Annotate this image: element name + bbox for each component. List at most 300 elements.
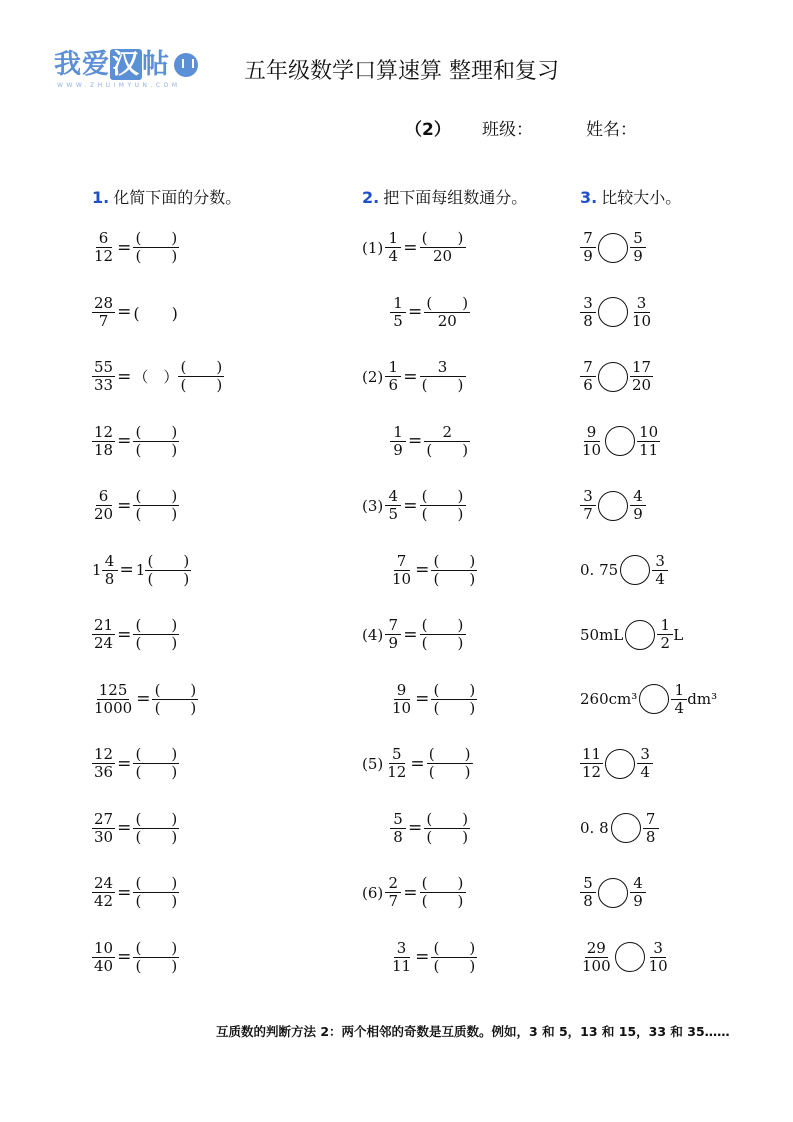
answer-numerator[interactable]: ( ) (431, 940, 477, 958)
right-fraction (630, 359, 653, 394)
answer-fraction[interactable] (133, 875, 179, 910)
common-denominator-item (362, 617, 466, 652)
equals-sign: = (117, 818, 132, 838)
answer-fraction[interactable] (133, 940, 179, 975)
compare-item (580, 424, 660, 459)
left-fraction (580, 940, 613, 975)
equals-sign: = (403, 366, 418, 387)
answer-numerator[interactable]: ( ) (133, 488, 179, 506)
right-fraction (630, 295, 653, 330)
simplify-item (92, 553, 191, 588)
answer-denominator[interactable]: ( ) (135, 247, 178, 265)
numerator: 4 (630, 875, 646, 893)
answer-numerator[interactable]: ( ) (178, 359, 224, 377)
fraction (92, 488, 115, 523)
section-2-heading (362, 185, 527, 208)
fraction (92, 424, 115, 459)
denominator: 9 (633, 505, 643, 523)
numerator: 5 (389, 746, 405, 764)
equals-sign: = (408, 431, 423, 451)
worksheet-number: （2） (405, 120, 451, 140)
denominator: 5 (393, 311, 403, 330)
answer-fraction[interactable] (152, 682, 198, 717)
numerator: 10 (639, 422, 659, 441)
fraction (92, 746, 115, 781)
compare-item (580, 746, 653, 781)
fraction (390, 295, 406, 330)
class-label: 班级： (482, 120, 533, 140)
compare-item (580, 617, 683, 652)
group-label: (1) (362, 238, 384, 257)
denominator: 30 (94, 827, 114, 846)
numerator: 11 (582, 745, 602, 763)
answer-numerator[interactable]: ( ) (420, 230, 466, 248)
left-fraction (580, 424, 603, 459)
fraction (390, 940, 413, 975)
answer-numerator[interactable]: ( ) (420, 617, 466, 635)
fraction (92, 940, 115, 975)
numerator: 6 (96, 230, 112, 248)
common-denominator-item (390, 295, 470, 330)
common-denominator-item (362, 359, 466, 394)
common-denominator-item (362, 230, 466, 265)
answer-fraction[interactable] (133, 488, 179, 523)
numerator: 10 (94, 938, 114, 957)
compare-circle[interactable] (598, 362, 628, 392)
compare-circle[interactable] (598, 491, 628, 521)
denominator: 10 (632, 311, 652, 330)
answer-fraction[interactable] (145, 553, 191, 588)
numerator: 3 (634, 295, 650, 313)
denominator: 10 (392, 569, 412, 588)
left-fraction (580, 230, 596, 265)
answer-denominator[interactable]: ( ) (154, 698, 197, 717)
answer-denominator[interactable]: ( ) (426, 827, 469, 846)
answer-numerator[interactable]: ( ) (431, 553, 477, 571)
unit: dm³ (687, 690, 718, 708)
equals-sign: = (117, 237, 132, 258)
fraction (385, 746, 408, 781)
numerator: 7 (394, 553, 410, 571)
compare-circle[interactable] (598, 297, 628, 327)
numerator: 21 (94, 616, 114, 634)
denominator: 9 (583, 247, 593, 265)
compare-item (580, 230, 646, 265)
fraction (92, 295, 115, 330)
section-title: 把下面每组数通分。 (383, 188, 528, 207)
numerator: 3 (580, 295, 596, 313)
unit: L (673, 625, 684, 644)
compare-item (580, 359, 653, 394)
equals-sign: = (415, 560, 430, 580)
equals-sign: = (117, 624, 132, 645)
denominator: 7 (583, 505, 593, 523)
equals-sign: = (117, 302, 132, 322)
compare-circle[interactable] (611, 813, 641, 843)
answer-numerator[interactable]: ( ) (145, 553, 191, 571)
right-fraction (630, 488, 646, 523)
numerator: 1 (390, 424, 406, 442)
answer-numerator[interactable]: ( ) (133, 617, 179, 635)
group-label: (3) (362, 496, 384, 515)
denominator: 8 (583, 892, 593, 910)
denominator: 8 (583, 311, 593, 330)
compare-circle[interactable] (620, 555, 650, 585)
numerator: 5 (580, 875, 596, 893)
left-value: 0. 75 (580, 561, 619, 579)
simplify-item (92, 359, 224, 394)
equals-sign: = (117, 753, 132, 774)
right-fraction (630, 875, 646, 910)
fraction (385, 230, 401, 265)
simplify-item (92, 682, 198, 717)
denominator: 20 (94, 505, 114, 523)
answer-numerator[interactable]: ( ) (420, 875, 466, 893)
whole-number: 1 (92, 561, 102, 579)
denominator: 12 (582, 763, 602, 781)
simplify-item (92, 424, 179, 459)
section-number: 2. (362, 188, 380, 207)
answer-fraction[interactable] (133, 746, 179, 781)
answer-denominator: 20 (437, 311, 457, 330)
answer-blank[interactable]: （ ） (133, 368, 179, 386)
numerator: 1 (385, 230, 401, 248)
denominator: 18 (94, 440, 114, 459)
numerator: 3 (650, 940, 666, 958)
numerator: 9 (394, 682, 410, 700)
equals-sign: = (415, 689, 430, 709)
answer-numerator: 2 (424, 424, 470, 442)
fraction (92, 359, 115, 394)
simplify-item (92, 488, 179, 523)
answer-numerator[interactable]: ( ) (152, 682, 198, 700)
answer-numerator[interactable]: ( ) (133, 746, 179, 764)
answer-numerator[interactable]: ( ) (133, 230, 179, 248)
numerator: 3 (637, 746, 653, 764)
equals-sign: = (403, 882, 418, 903)
right-fraction (637, 746, 653, 781)
fraction (385, 875, 401, 910)
fraction (92, 230, 115, 265)
denominator: 20 (632, 376, 652, 394)
answer-fraction[interactable] (431, 553, 477, 588)
right-fraction (637, 424, 660, 459)
answer-fraction[interactable] (420, 359, 466, 394)
compare-item (580, 682, 717, 717)
common-denominator-item (390, 940, 477, 975)
answer-fraction[interactable] (427, 746, 473, 781)
numerator: 4 (630, 488, 646, 506)
equals-sign: = (410, 753, 425, 774)
answer-denominator[interactable]: ( ) (147, 569, 190, 588)
equals-sign: = (408, 302, 423, 322)
numerator: 6 (96, 488, 112, 506)
compare-circle[interactable] (615, 942, 645, 972)
answer-denominator[interactable]: ( ) (421, 505, 464, 523)
answer-fraction[interactable] (424, 424, 470, 459)
numerator: 9 (584, 424, 600, 442)
denominator: 8 (645, 827, 656, 846)
numerator: 12 (94, 422, 114, 441)
denominator: 8 (393, 827, 403, 846)
answer-fraction[interactable] (133, 230, 179, 265)
compare-item (580, 295, 653, 330)
common-denominator-item (362, 875, 466, 910)
answer-fraction[interactable] (133, 811, 179, 846)
numerator: 27 (94, 809, 114, 828)
answer-denominator[interactable]: ( ) (135, 440, 178, 459)
compare-circle[interactable] (598, 233, 628, 263)
left-fraction (580, 359, 596, 394)
answer-denominator[interactable]: ( ) (421, 892, 464, 910)
right-fraction (671, 682, 687, 717)
simplify-item (92, 875, 179, 910)
left-fraction (580, 295, 596, 330)
denominator: 11 (639, 440, 659, 459)
denominator: 9 (388, 634, 399, 652)
fraction (390, 682, 413, 717)
answer-numerator[interactable]: ( ) (133, 875, 179, 893)
equals-sign: = (117, 366, 132, 387)
whole-number: 1 (135, 561, 146, 579)
common-denominator-item (390, 553, 477, 588)
answer-denominator[interactable]: ( ) (180, 376, 223, 394)
simplify-item (92, 617, 179, 652)
denominator: 4 (388, 247, 399, 265)
tip-note: 互质数的判断方法 2：两个相邻的奇数是互质数。例如，3 和 5，13 和 15，33 和 35…… (216, 1024, 730, 1039)
answer-denominator[interactable]: ( ) (426, 440, 469, 459)
denominator: 6 (388, 376, 399, 394)
numerator: 7 (643, 811, 659, 829)
numerator: 2 (385, 875, 401, 893)
denominator: 9 (633, 247, 643, 265)
answer-numerator[interactable]: ( ) (431, 682, 477, 700)
simplify-item (92, 940, 179, 975)
denominator: 6 (583, 376, 593, 394)
denominator: 7 (388, 892, 399, 910)
left-fraction (580, 488, 596, 523)
denominator: 11 (392, 956, 412, 975)
numerator: 1 (385, 359, 401, 377)
answer-fraction[interactable] (424, 295, 470, 330)
denominator: 100 (582, 956, 611, 975)
compare-item (580, 940, 670, 975)
equals-sign: = (403, 495, 418, 516)
site-logo (54, 42, 198, 89)
fraction (92, 875, 115, 910)
equals-sign: = (117, 495, 132, 516)
answer-fraction[interactable] (420, 230, 466, 265)
left-value: 0. 8 (580, 819, 609, 837)
numerator: 7 (385, 617, 401, 635)
section-title: 化简下面的分数。 (113, 188, 242, 207)
chat-bubble-icon (174, 53, 198, 77)
denominator: 2 (660, 634, 671, 652)
answer-denominator[interactable]: ( ) (428, 763, 471, 781)
answer-denominator: 20 (432, 247, 453, 265)
denominator: 42 (94, 892, 114, 910)
answer-denominator[interactable]: ( ) (135, 634, 178, 652)
section-3-heading (580, 185, 681, 208)
left-fraction (580, 875, 596, 910)
answer-blank[interactable]: ( ) (133, 303, 178, 323)
fraction (92, 682, 134, 717)
numerator: 3 (394, 940, 410, 958)
left-value: 260cm³ (580, 690, 638, 708)
right-fraction (643, 811, 659, 846)
numerator: 4 (385, 488, 401, 506)
group-label: (5) (362, 754, 384, 773)
compare-circle[interactable] (625, 620, 655, 650)
denominator: 4 (640, 763, 650, 781)
left-value: 50mL (580, 625, 624, 644)
fraction (92, 617, 115, 652)
right-fraction (647, 940, 670, 975)
answer-denominator[interactable]: ( ) (135, 763, 178, 781)
fraction (385, 488, 401, 523)
left-fraction (580, 746, 603, 781)
denominator: 36 (94, 763, 114, 781)
compare-item (580, 875, 646, 910)
group-label: (2) (362, 367, 384, 386)
numerator: 5 (630, 230, 646, 248)
fraction (390, 811, 406, 846)
common-denominator-item (390, 682, 477, 717)
answer-denominator[interactable]: ( ) (135, 956, 178, 975)
section-number: 1. (92, 188, 110, 207)
numerator: 28 (94, 293, 114, 312)
compare-circle[interactable] (639, 684, 669, 714)
denominator: 10 (392, 698, 412, 717)
answer-denominator[interactable]: ( ) (421, 634, 464, 652)
answer-fraction[interactable] (420, 617, 466, 652)
equals-sign: = (415, 947, 430, 967)
answer-numerator[interactable]: ( ) (133, 424, 179, 442)
equals-sign: = (136, 689, 151, 709)
fraction (390, 424, 406, 459)
logo-text: 我爱汉帖 (54, 49, 170, 80)
simplify-item (92, 295, 179, 330)
answer-fraction[interactable] (420, 875, 466, 910)
numerator: 17 (632, 358, 652, 376)
denominator: 10 (582, 440, 602, 459)
denominator: 1000 (94, 698, 133, 717)
denominator: 4 (655, 569, 665, 588)
common-denominator-item (362, 746, 473, 781)
section-number: 3. (580, 188, 598, 207)
numerator: 5 (390, 811, 406, 829)
answer-numerator[interactable]: ( ) (424, 811, 470, 829)
numerator: 1 (657, 617, 673, 635)
denominator: 5 (388, 505, 399, 523)
answer-denominator[interactable]: ( ) (433, 698, 476, 717)
right-fraction (652, 553, 668, 588)
answer-fraction[interactable] (431, 682, 477, 717)
answer-numerator[interactable]: ( ) (133, 940, 179, 958)
numerator: 1 (671, 682, 687, 700)
answer-fraction[interactable] (178, 359, 224, 394)
numerator: 4 (102, 553, 118, 571)
numerator: 3 (652, 553, 668, 571)
equals-sign: = (403, 237, 418, 258)
answer-numerator: 3 (420, 359, 466, 377)
equals-sign: = (117, 947, 132, 967)
answer-numerator[interactable]: ( ) (133, 811, 179, 829)
numerator: 3 (580, 488, 596, 506)
section-1-heading (92, 185, 241, 208)
answer-fraction[interactable] (133, 617, 179, 652)
denominator: 40 (94, 956, 114, 975)
denominator: 7 (98, 311, 109, 330)
answer-numerator[interactable]: ( ) (427, 746, 473, 764)
answer-numerator[interactable]: ( ) (420, 488, 466, 506)
compare-item (580, 553, 668, 588)
fraction (92, 811, 115, 846)
compare-item (580, 488, 646, 523)
numerator: 125 (98, 680, 128, 699)
common-denominator-item (362, 488, 466, 523)
numerator: 7 (580, 359, 596, 377)
fraction (102, 553, 118, 588)
answer-denominator[interactable]: ( ) (135, 827, 178, 846)
name-label: 姓名： (586, 120, 637, 140)
logo-url: WWW.ZHUIMYUN.COM (57, 82, 181, 89)
denominator: 4 (674, 698, 685, 717)
page-title: 五年级数学口算速算 整理和复习 (244, 59, 559, 84)
equals-sign: = (117, 882, 132, 903)
simplify-item (92, 811, 179, 846)
equals-sign: = (403, 624, 418, 645)
common-denominator-item (390, 424, 470, 459)
compare-circle[interactable] (605, 426, 635, 456)
denominator: 12 (94, 247, 114, 265)
denominator: 9 (633, 892, 643, 910)
answer-denominator[interactable]: ( ) (433, 569, 476, 588)
equals-sign: = (117, 431, 132, 451)
compare-circle[interactable] (605, 749, 635, 779)
denominator: 9 (393, 440, 403, 459)
answer-numerator[interactable]: ( ) (424, 295, 470, 313)
answer-denominator[interactable]: ( ) (135, 892, 178, 910)
denominator: 24 (94, 634, 114, 652)
equals-sign: = (119, 560, 134, 580)
section-title: 比较大小。 (601, 188, 682, 207)
answer-denominator[interactable]: ( ) (421, 376, 464, 394)
compare-circle[interactable] (598, 878, 628, 908)
group-label: (6) (362, 883, 384, 902)
answer-denominator[interactable]: ( ) (433, 956, 476, 975)
numerator: 1 (390, 295, 406, 313)
answer-fraction[interactable] (133, 424, 179, 459)
group-label: (4) (362, 625, 384, 644)
numerator: 7 (580, 230, 596, 248)
denominator: 12 (387, 763, 407, 781)
answer-fraction[interactable] (424, 811, 470, 846)
equals-sign: = (408, 818, 423, 838)
answer-fraction[interactable] (420, 488, 466, 523)
denominator: 33 (94, 376, 114, 394)
numerator: 29 (586, 938, 606, 957)
common-denominator-item (390, 811, 470, 846)
fraction (385, 359, 401, 394)
numerator: 24 (94, 874, 114, 892)
answer-denominator[interactable]: ( ) (135, 505, 178, 523)
fraction (390, 553, 413, 588)
fraction (385, 617, 401, 652)
simplify-item (92, 230, 179, 265)
answer-fraction[interactable] (431, 940, 477, 975)
right-fraction (657, 617, 673, 652)
